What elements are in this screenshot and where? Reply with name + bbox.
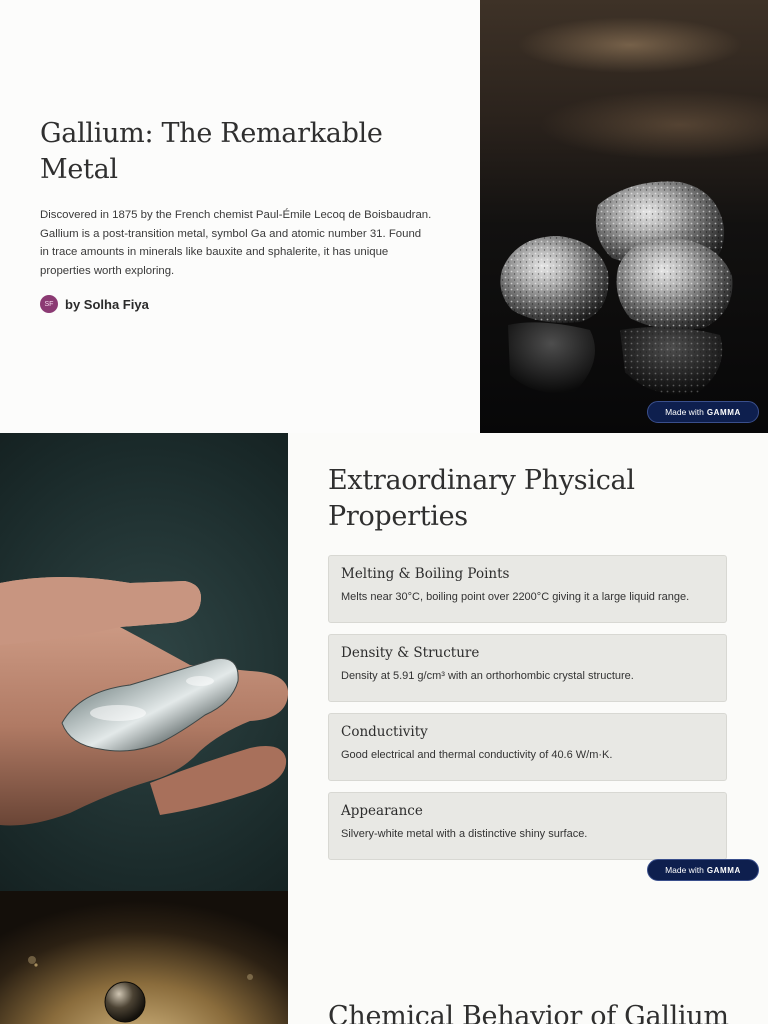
property-card-melting-boiling xyxy=(328,555,727,623)
badge-prefix: Made with xyxy=(665,865,704,875)
slide-description: Discovered in 1875 by the French chemist Paul-Émile Lecoq de Boisbaudran. Gallium is a post-transition metal, symbol Ga and atomic number 31. Found in trace amounts in minerals like bauxite and sphalerite, it has unique properties worth exploring. xyxy=(40,209,432,277)
chemical-behavior-slide xyxy=(0,891,768,1024)
section-title: Chemical Behavior of Gallium xyxy=(328,1001,729,1024)
card-title: Melting & Boiling Points xyxy=(341,566,510,582)
card-title: Appearance xyxy=(341,803,423,819)
property-card-density-structure xyxy=(328,634,727,702)
made-with-gamma-badge[interactable] xyxy=(647,859,759,881)
title-slide-text xyxy=(40,116,440,313)
card-body: Silvery-white metal with a distinctive shiny surface. xyxy=(341,828,588,840)
property-cards xyxy=(328,555,728,860)
metal-highlight xyxy=(90,705,146,721)
gallium-sphere xyxy=(105,982,145,1022)
card-title: Density & Structure xyxy=(341,645,480,661)
physical-properties-slide xyxy=(0,433,768,891)
card-title: Conductivity xyxy=(341,724,428,740)
floating-droplet xyxy=(28,956,36,964)
physical-properties-content xyxy=(328,463,728,860)
section-title: Extraordinary Physical Properties xyxy=(328,465,635,532)
title-slide xyxy=(0,0,768,433)
card-body: Melts near 30°C, boiling point over 2200°C giving it a large liquid range. xyxy=(341,591,690,603)
card-body: Good electrical and thermal conductivity of 40.6 W/m·K. xyxy=(341,749,613,761)
made-with-gamma-badge[interactable] xyxy=(647,401,759,423)
floating-droplet xyxy=(34,963,37,966)
floating-droplet xyxy=(247,974,253,980)
gallium-sphere-illustration xyxy=(0,891,288,1024)
rock-reflection-right xyxy=(620,327,722,395)
author-name: by Solha Fiya xyxy=(65,296,149,312)
property-card-appearance xyxy=(328,792,727,860)
gallium-rock-left xyxy=(500,236,608,323)
gallium-sphere-image xyxy=(0,891,288,1024)
gallium-crystals-illustration xyxy=(480,0,768,433)
avatar: SF xyxy=(40,295,58,313)
property-card-conductivity xyxy=(328,713,727,781)
card-body: Density at 5.91 g/cm³ with an orthorhombic crystal structure. xyxy=(341,670,634,682)
hand-holding-gallium-illustration xyxy=(0,433,288,891)
gallium-crystals-image xyxy=(480,0,768,433)
gamma-logo: GAMMA xyxy=(706,407,741,417)
metal-highlight xyxy=(186,676,214,686)
badge-prefix: Made with xyxy=(665,407,704,417)
author-byline[interactable] xyxy=(40,295,440,313)
rock-reflection-left xyxy=(508,322,595,393)
slide-title: Gallium: The Remarkable Metal xyxy=(40,118,383,185)
gamma-logo: GAMMA xyxy=(706,865,741,875)
liquid-gallium-hand-image xyxy=(0,433,288,891)
